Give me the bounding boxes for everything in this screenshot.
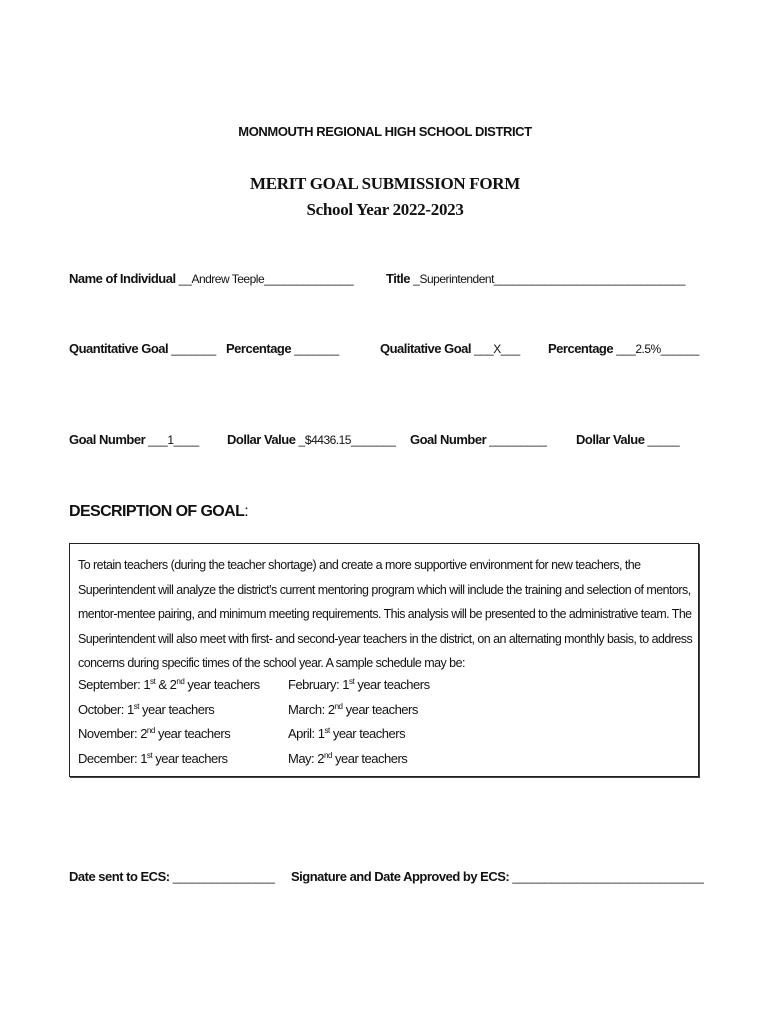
percentage2-field[interactable] <box>616 342 699 356</box>
dollar-value1-suffix: _______ <box>350 433 396 447</box>
form-title-block <box>0 171 770 223</box>
schedule-text: December: 1 <box>78 751 147 766</box>
schedule-text: year teachers <box>154 726 231 741</box>
school-year: School Year 2022-2023 <box>306 200 464 219</box>
goal-number1-value: 1 <box>167 433 174 447</box>
date-sent-field[interactable]: ________________ <box>172 870 275 884</box>
qual-goal-value: X <box>493 342 501 356</box>
ordinal-suffix: nd <box>334 702 343 711</box>
percentage1-label: Percentage <box>226 341 292 356</box>
description-heading-block <box>69 503 248 521</box>
schedule-text: year teachers <box>138 702 215 717</box>
dollar-value1-value: $4436.15 <box>304 433 351 447</box>
name-value: Andrew Teeple <box>191 272 265 286</box>
date-sent-row <box>69 869 275 884</box>
quant-goal-field[interactable]: _______ <box>171 342 216 356</box>
schedule-item-december <box>78 751 228 766</box>
dollar-value2-row <box>576 432 679 447</box>
description-line: mentor-mentee pairing, and minimum meeting requirements. This analysis will be presented to the administrative team. The <box>78 606 692 621</box>
schedule-item-november <box>78 726 230 741</box>
description-line: concerns during specific times of the school year. A sample schedule may be: <box>78 655 465 670</box>
schedule-text: year teachers <box>342 702 418 717</box>
title-row <box>386 271 685 286</box>
dollar-value1-prefix: _ <box>298 433 305 447</box>
schedule-item-february <box>288 677 430 692</box>
percentage2-prefix: ___ <box>616 342 636 356</box>
percentage2-value: 2.5% <box>635 342 661 356</box>
goal-number1-row <box>69 432 199 447</box>
schedule-text: March: 2 <box>288 702 335 717</box>
form-title: MERIT GOAL SUBMISSION FORM <box>249 174 521 193</box>
goal-number1-field[interactable] <box>148 433 199 447</box>
description-line: Superintendent will analyze the district’s current mentoring program which will include the training and selection of mentors, <box>78 581 691 597</box>
ordinal-suffix: nd <box>176 677 185 686</box>
signature-label: Signature and Date Approved by ECS: <box>291 869 510 884</box>
goal-number1-prefix: ___ <box>148 433 168 447</box>
schedule-item-april <box>288 726 405 741</box>
schedule-item-october <box>78 702 214 717</box>
title-field[interactable] <box>413 272 685 286</box>
schedule-text: year teachers <box>184 677 260 692</box>
district-name: MONMOUTH REGIONAL HIGH SCHOOL DISTRICT <box>238 124 532 139</box>
percentage2-suffix: ______ <box>660 342 699 356</box>
ordinal-suffix: nd <box>146 726 155 735</box>
dollar-value1-row <box>227 432 396 447</box>
title-label: Title <box>386 271 410 286</box>
dollar-value1-field[interactable] <box>299 433 396 447</box>
name-prefix: __ <box>178 272 192 286</box>
date-sent-label: Date sent to ECS: <box>69 869 170 884</box>
quant-goal-row <box>69 341 216 356</box>
name-field[interactable] <box>179 272 354 286</box>
description-line: Superintendent will also meet with first- and second-year teachers in the district, on an alternating monthly basis, to address <box>78 630 693 646</box>
dollar-value2-label: Dollar Value <box>576 432 645 447</box>
schedule-text: year teachers <box>152 751 228 766</box>
description-text <box>78 553 718 676</box>
name-label: Name of Individual <box>69 271 176 286</box>
schedule-text: November: 2 <box>78 726 147 741</box>
quant-goal-label: Quantitative Goal <box>69 341 169 356</box>
description-heading-colon: : <box>244 503 249 520</box>
schedule-text: year teachers <box>354 677 430 692</box>
dollar-value1-label: Dollar Value <box>227 432 296 447</box>
schedule-item-march <box>288 702 418 717</box>
qual-goal-prefix: ___ <box>474 342 494 356</box>
schedule-text: May: 2 <box>288 751 325 766</box>
ordinal-suffix: st <box>348 677 355 686</box>
schedule-text: September: 1 <box>78 677 151 692</box>
schedule-text: April: 1 <box>288 726 325 741</box>
signature-row <box>291 869 704 884</box>
goal-number2-field[interactable]: _________ <box>489 433 547 447</box>
title-prefix: _ <box>413 272 420 286</box>
ordinal-suffix: nd <box>324 751 332 760</box>
description-heading: DESCRIPTION OF GOAL <box>69 503 245 520</box>
schedule-text: year teachers <box>331 751 408 766</box>
signature-field[interactable]: ______________________________ <box>512 870 704 884</box>
ordinal-suffix: st <box>324 726 330 735</box>
dollar-value2-field[interactable]: _____ <box>647 433 680 447</box>
description-line: To retain teachers (during the teacher shortage) and create a more supportive environment for new teachers, the <box>78 557 641 572</box>
percentage1-row <box>226 341 339 356</box>
ordinal-suffix: st <box>146 751 153 760</box>
schedule-item-september <box>78 677 260 692</box>
percentage1-field[interactable]: _______ <box>294 342 339 356</box>
qual-goal-suffix: ___ <box>500 342 520 356</box>
name-suffix: ______________ <box>264 272 354 286</box>
title-value: Superintendent <box>419 272 494 286</box>
ordinal-suffix: st <box>133 702 139 711</box>
schedule-text: February: 1 <box>288 677 349 692</box>
qual-goal-label: Qualitative Goal <box>380 341 471 356</box>
schedule-item-may <box>288 751 407 766</box>
title-suffix: ______________________________ <box>493 272 686 286</box>
goal-number2-label: Goal Number <box>410 432 487 447</box>
ordinal-suffix: st <box>150 677 156 686</box>
goal-number2-row <box>410 432 547 447</box>
percentage2-label: Percentage <box>548 341 614 356</box>
goal-number1-suffix: ____ <box>173 433 200 447</box>
schedule-text: October: 1 <box>78 702 134 717</box>
qual-goal-field[interactable] <box>474 342 520 356</box>
percentage2-row <box>548 341 699 356</box>
goal-number1-label: Goal Number <box>69 432 146 447</box>
schedule-text: year teachers <box>329 726 406 741</box>
schedule-text: & 2 <box>155 677 177 692</box>
qual-goal-row <box>380 341 520 356</box>
name-row <box>69 271 353 286</box>
